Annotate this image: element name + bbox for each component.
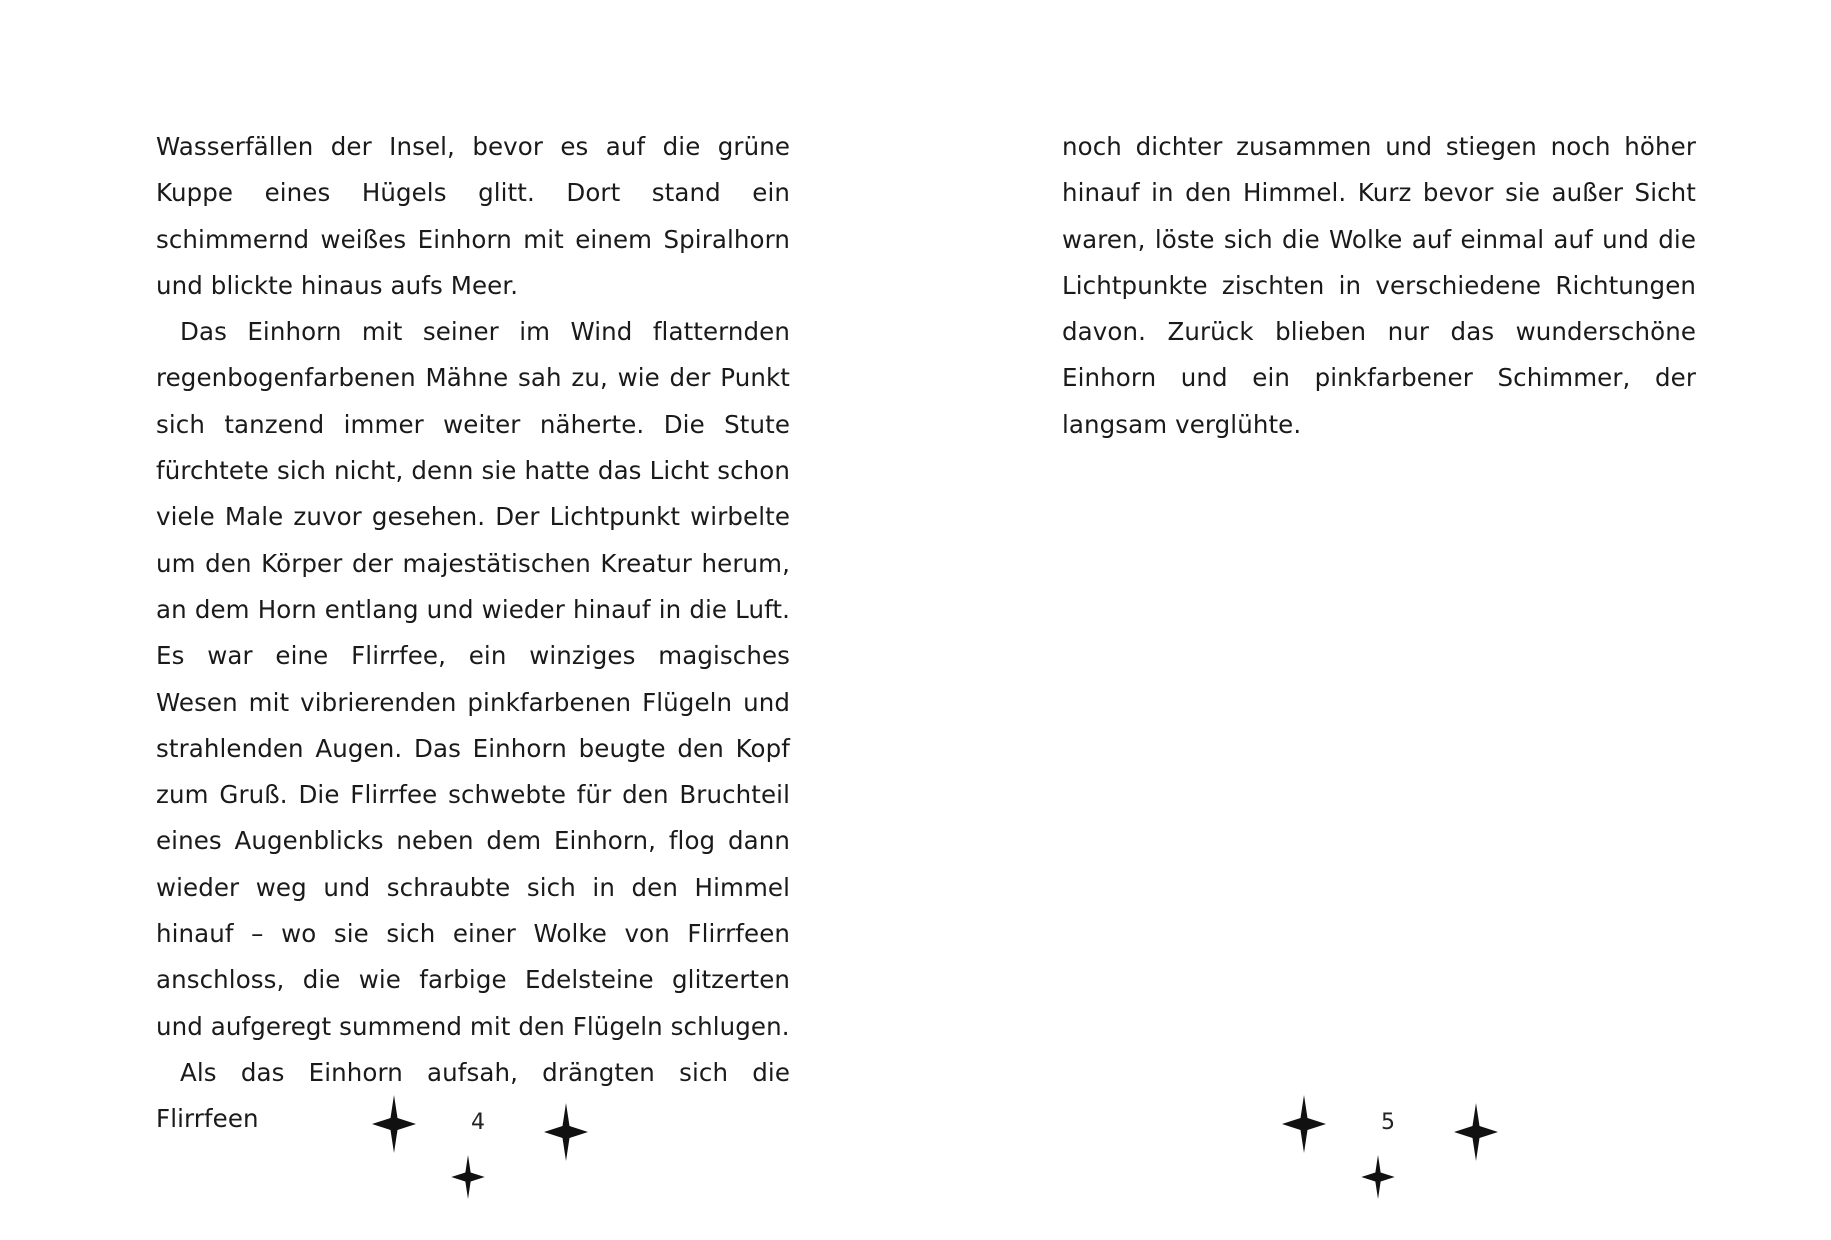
star-icon — [451, 1155, 485, 1199]
star-icon — [544, 1103, 588, 1161]
star-icon — [1282, 1095, 1326, 1153]
page-number: 5 — [1381, 1110, 1395, 1135]
paragraph: Das Einhorn mit seiner im Wind flatternden regenbogenfarbenen Mähne sah zu, wie der Punkt sich tanzend immer weiter näherte. Die Stute fürchtete sich nicht, denn sie hatte das Licht schon viele Male zuvor gesehen. Der Lichtpunkt wirbelte um den Körper der majestätischen Kreatur herum, an dem Horn entlang und wieder hinauf in die Luft. Es war eine Flirrfee, ein winziges magisches Wesen mit vibrierenden pinkfarbenen Flügeln und strahlenden Augen. Das Einhorn beugte den Kopf zum Gruß. Die Flirrfee schwebte für den Bruchteil eines Augenblicks neben dem Einhorn, flog dann wieder weg und schraubte sich in den Himmel hinauf – wo sie sich einer Wolke von Flirrfeen anschloss, die wie farbige Edelsteine glitzerten und aufgeregt summend mit den Flügeln schlugen. — [156, 317, 790, 1041]
right-page-text — [1062, 124, 1696, 448]
star-icon — [372, 1095, 416, 1153]
paragraph: noch dichter zusammen und stiegen noch höher hinauf in den Himmel. Kurz bevor sie außer Sicht waren, löste sich die Wolke auf einmal auf und die Lichtpunkte zischten in verschiedene Richtungen davon. Zurück blieben nur das wunderschöne Einhorn und ein pinkfarbener Schimmer, der langsam verglühte. — [1062, 132, 1696, 439]
page-number: 4 — [471, 1110, 485, 1135]
star-icon — [1361, 1155, 1395, 1199]
right-page — [916, 0, 1831, 1240]
paragraph: Wasserfällen der Insel, bevor es auf die grüne Kuppe eines Hügels glitt. Dort stand ein schimmernd weißes Einhorn mit einem Spiralhorn und blickte hinaus aufs Meer. — [156, 132, 790, 300]
paragraph: Als das Einhorn aufsah, drängten sich die Flirrfeen — [156, 1057, 790, 1134]
left-page-text — [156, 124, 790, 1143]
page-folio — [360, 1095, 600, 1205]
left-page — [0, 0, 915, 1240]
star-icon — [1454, 1103, 1498, 1161]
page-folio — [1270, 1095, 1510, 1205]
